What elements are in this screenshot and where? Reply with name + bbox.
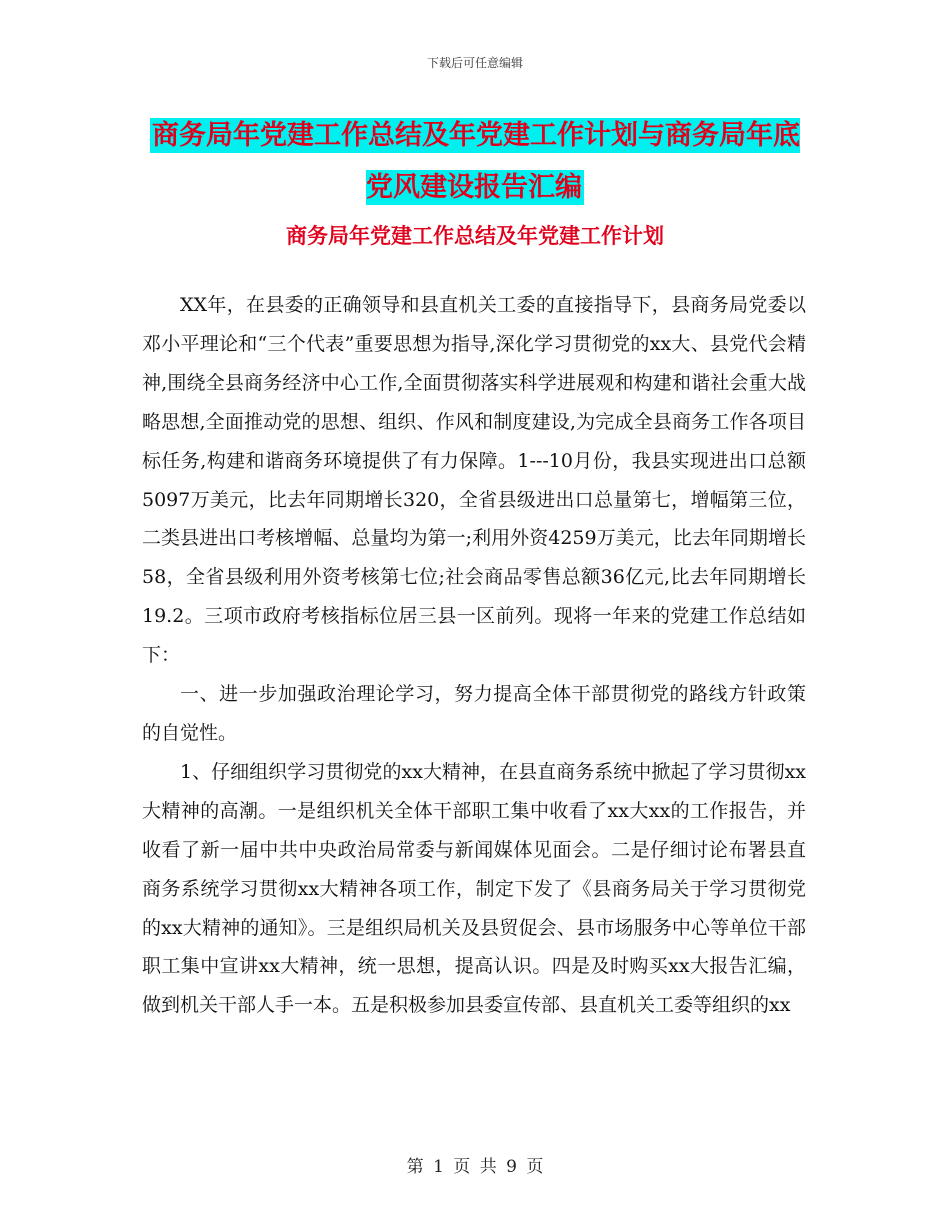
page-number-footer: 第 1 页 共 9 页 — [406, 1157, 544, 1177]
page-header-note: 下载后可任意编辑 — [426, 56, 523, 70]
body-paragraph-3: 1、仔细组织学习贯彻党的xx大精神，在县直商务系统中掀起了学习贯彻xx大精神的高潮。一是组织机关全体干部职工集中收看了xx大xx的工作报告，并收看了新一届中共中央政治局常委与新闻媒体见面会。二是仔细讨论布署县直商务系统学习贯彻xx大精神各项工作，制定下发了《县商务局关于学习贯彻党的xx大精神的通知》。三是组织局机关及县贸促会、县市场服务中心等单位干部职工集中宣讲xx大精神，统一思想，提高认识。四是及时购买xx大报告汇编，做到机关干部人手一本。五是积极参加县委宣传部、县直机关工委等组织的xx — [142, 760, 806, 1017]
body-paragraph-2: 一、进一步加强政治理论学习，努力提高全体干部贯彻党的路线方针政策的自觉性。 — [142, 683, 806, 744]
document-title — [150, 110, 800, 214]
document-title-highlight: 商务局年党建工作总结及年党建工作计划与商务局年底党风建设报告汇编 — [152, 120, 800, 203]
body-paragraph-1: XX年，在县委的正确领导和县直机关工委的直接指导下，县商务局党委以邓小平理论和“三个代表”重要思想为指导,深化学习贯彻党的xx大、县党代会精神,围绕全县商务经济中心工作,全面贯彻落实科学进展观和构建和谐社会重大战略思想,全面推动党的思想、组织、作风和制度建设,为完成全县商务工作各项目标任务,构建和谐商务环境提供了有力保障。1---10月份，我县实现进出口总额5097万美元，比去年同期增长320，全省县级进出口总量第七，增幅第三位，二类县进出口考核增幅、总量均为第一;利用外资4259万美元，比去年同期增长58，全省县级利用外资考核第七位;社会商品零售总额36亿元,比去年同期增长19.2。三项市政府考核指标位居三县一区前列。现将一年来的党建工作总结如下： — [142, 294, 806, 667]
document-body — [142, 286, 806, 1025]
section-title: 商务局年党建工作总结及年党建工作计划 — [286, 224, 664, 248]
